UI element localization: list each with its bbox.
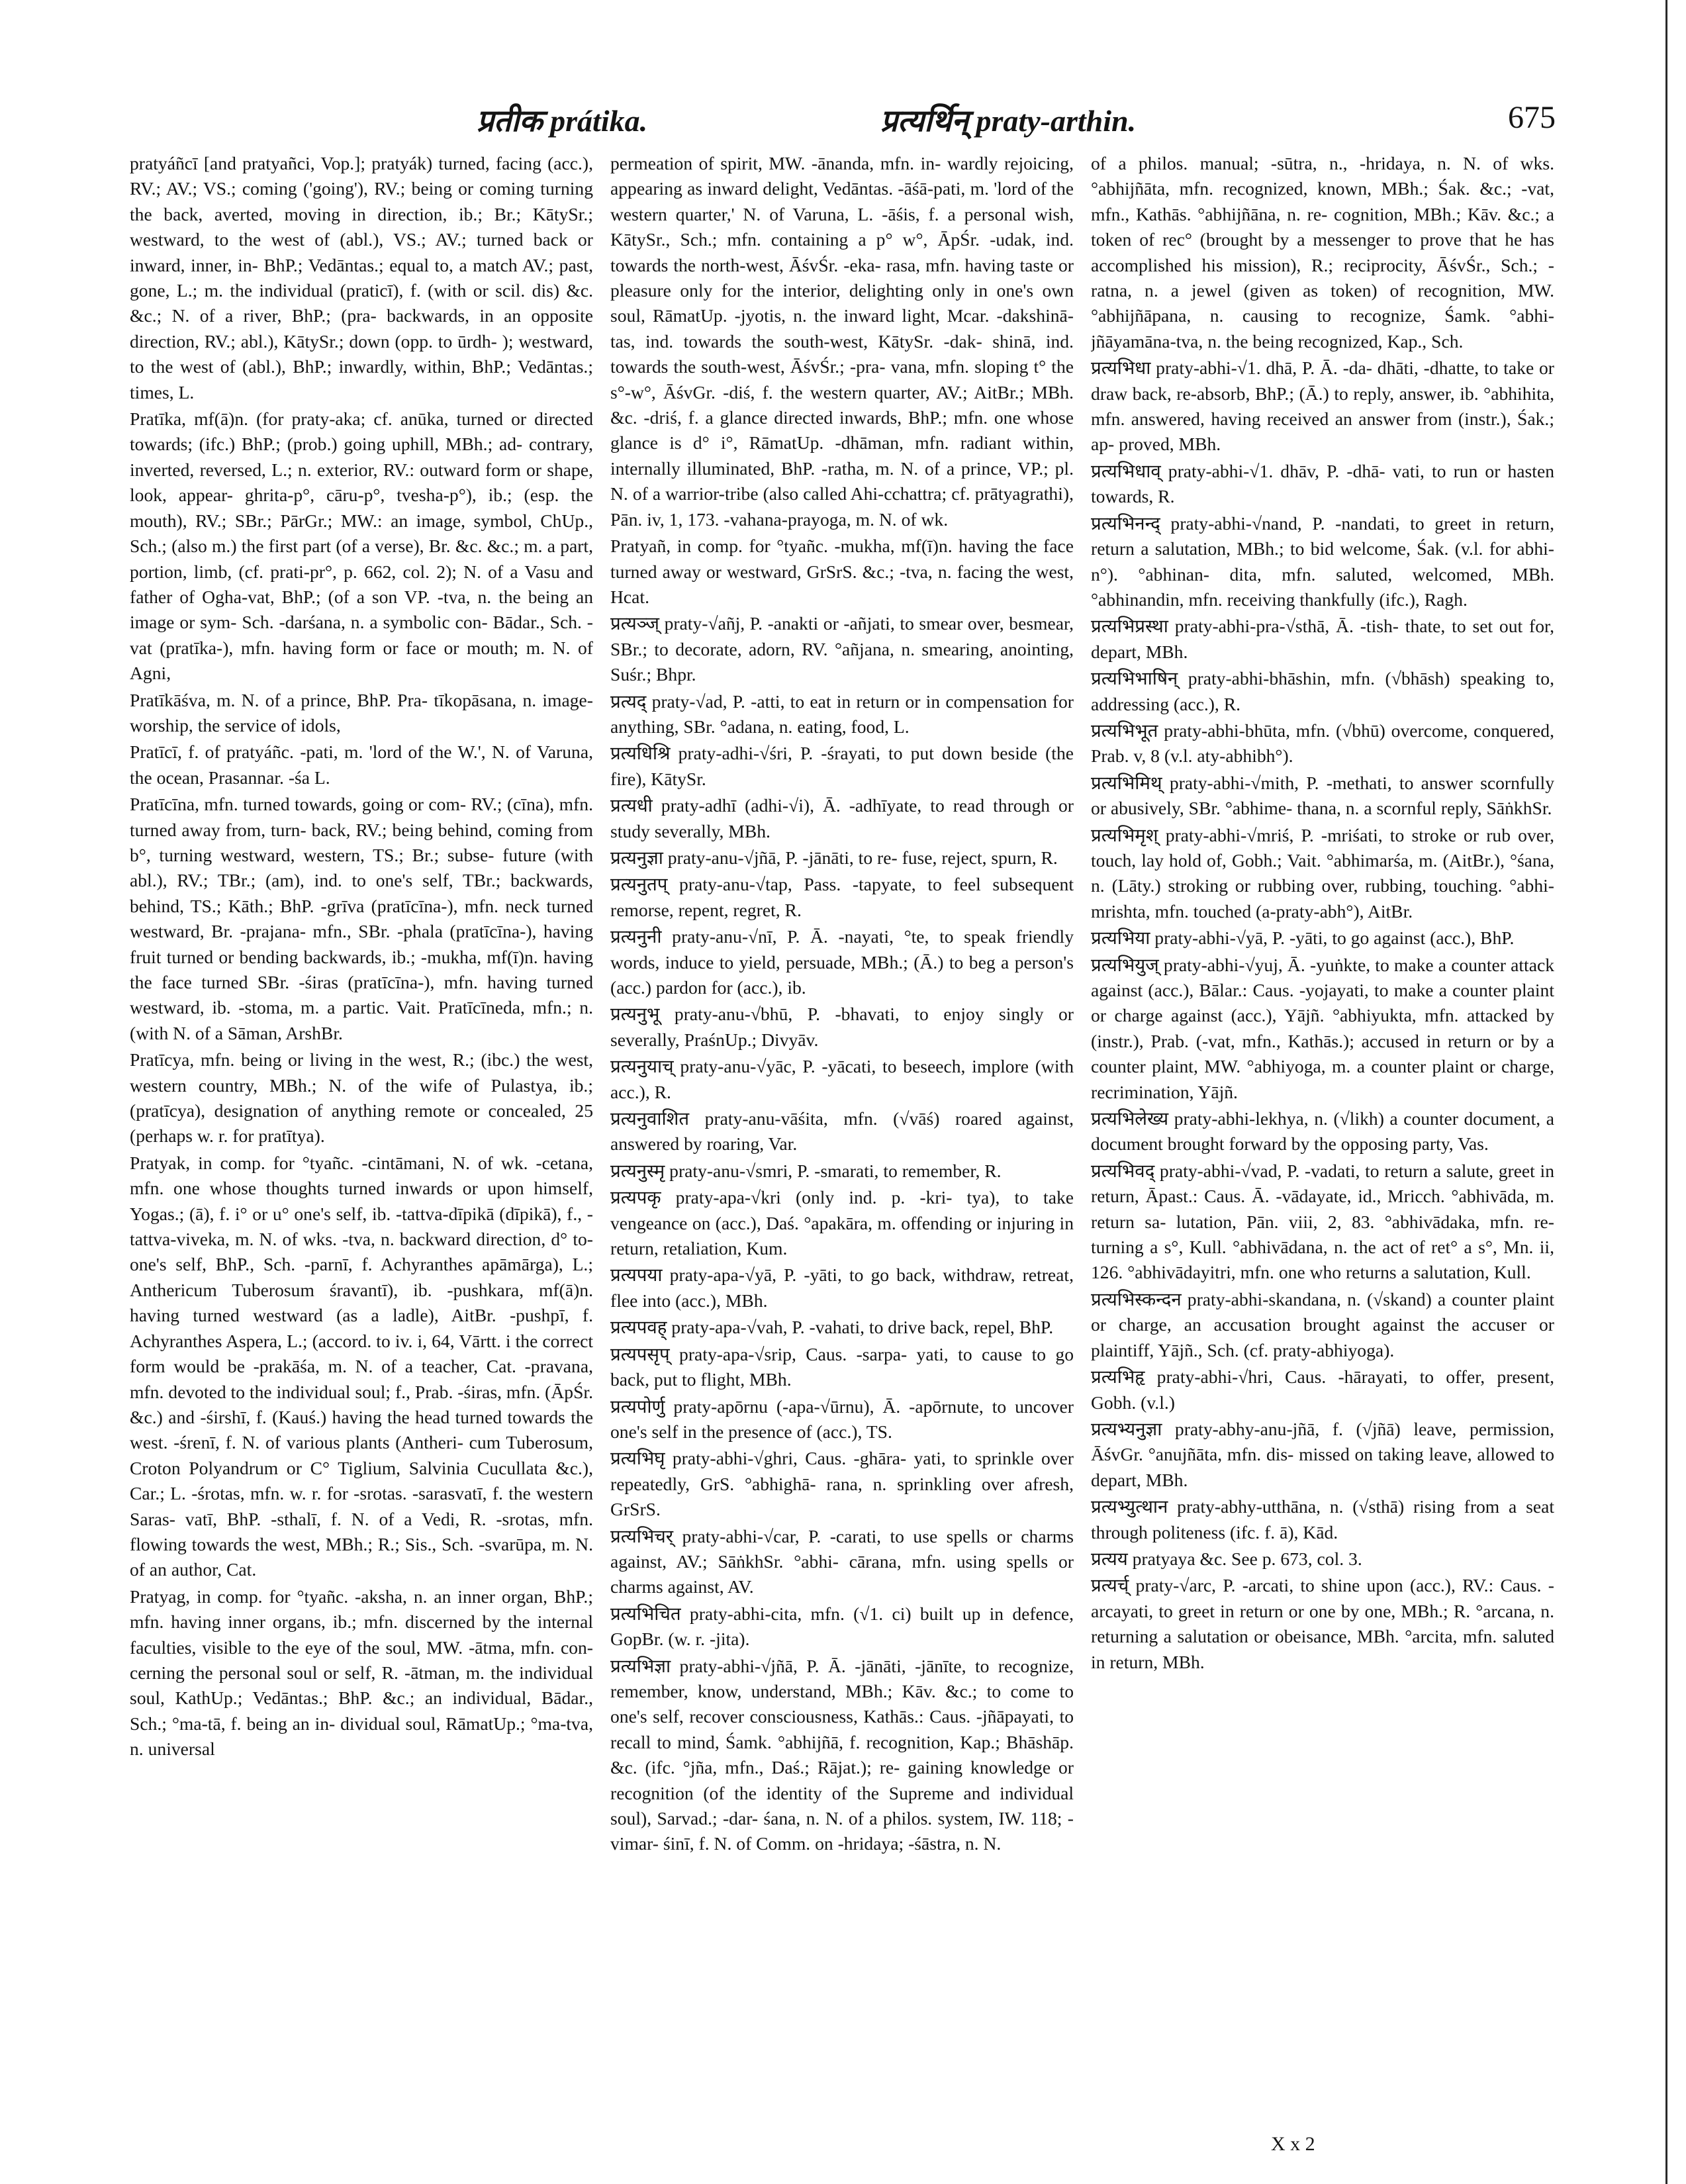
dictionary-entry: प्रत्यभिघृ praty-abhi-√ghri, Caus. -ghāra- yati, to sprinkle over repeatedly, GrS. °abhighā- rana, n. sprinkling over afresh, GrSrS. <box>610 1448 1074 1520</box>
dictionary-entry: प्रत्यपकृ praty-apa-√kri (only ind. p. -kri- tya), to take vengeance on (acc.), Daś. °apakāra, m. offending or injuring in return, retaliation, Kum. <box>610 1187 1074 1259</box>
dictionary-entry: प्रत्यभिमिथ् praty-abhi-√mith, P. -methati, to answer scornfully or abusively, SBr. °abhime- thana, n. a scornful reply, SāṅkhSr. <box>1091 772 1554 819</box>
dictionary-entry: प्रत्यनुस्मृ praty-anu-√smri, P. -smarati, to remember, R. <box>610 1160 1002 1181</box>
dictionary-columns <box>130 151 1566 2130</box>
column-2 <box>610 151 1074 2130</box>
dictionary-entry: Pratīcī, f. of pratyáñc. -pati, m. 'lord of the W.', N. of Varuna, the ocean, Prasannar. -śa L. <box>130 741 593 788</box>
page-header <box>132 99 1556 146</box>
dictionary-entry: Pratyañ, in comp. for °tyañc. -mukha, mf(ī)n. having the face turned away or westward, GrSrS. &c.; -tva, n. facing the west, Hcat. <box>610 536 1074 607</box>
dictionary-entry: प्रत्यनुवाशित praty-anu-vāśita, mfn. (√vāś) roared against, answered by roaring, Var. <box>610 1108 1074 1155</box>
dictionary-entry: प्रत्यभिधाव् praty-abhi-√1. dhāv, P. -dhā- vati, to run or hasten towards, R. <box>1091 460 1554 507</box>
dictionary-entry: प्रत्यभिवद् praty-abhi-√vad, P. -vadati, to return a salute, greet in return, Āpast.: Caus. Ā. -vādayate, id., Mricch. °abhivāda, m. return sa- lutation, Pān. viii, 2, 83. °abhivādaka, mfn. re- turning a s°, Kull. °abhivādana, n. the act of ret° a s°, Mn. ii, 126. °abhivādayitri, mfn. one who returns a salutation, Kull. <box>1091 1160 1554 1283</box>
dictionary-entry: प्रत्यधी praty-adhī (adhi-√i), Ā. -adhīyate, to read through or study severally, MBh. <box>610 795 1074 841</box>
dictionary-entry: Pratyag, in comp. for °tyañc. -aksha, n. an inner organ, BhP.; mfn. having inner organs, ib.; mfn. discerned by the internal faculties, visible to the eye of the soul, MW. -ātma, mfn. con- cerning the personal soul or self, R. -ātman, m. the individual soul, KathUp.; Vedāntas.; BhP. &c.; an individual, Bādar., Sch.; °ma-tā, f. being an in- dividual soul, RāmatUp.; °ma-tva, n. universal <box>130 1586 593 1760</box>
dictionary-entry: प्रत्यपवह् praty-apa-√vah, P. -vahati, to drive back, repel, BhP. <box>610 1317 1054 1338</box>
dictionary-entry: प्रत्यद् praty-√ad, P. -atti, to eat in return or in compensation for anything, SBr. °adana, n. eating, food, L. <box>610 690 1074 737</box>
dictionary-entry: प्रत्यभिभूत praty-abhi-bhūta, mfn. (√bhū) overcome, conquered, Prab. v, 8 (v.l. aty-abhibh°). <box>1091 720 1554 767</box>
signature-mark: X x 2 <box>1271 2133 1315 2155</box>
page-number: 675 <box>1508 100 1556 135</box>
dictionary-entry: प्रत्यनुयाच् praty-anu-√yāc, P. -yācati, to beseech, implore (with acc.), R. <box>610 1056 1074 1102</box>
dictionary-entry: प्रत्यनुनी praty-anu-√nī, P. Ā. -nayati, °te, to speak friendly words, induce to yield, persuade, MBh.; (Ā.) to beg a person's (acc.) pardon for (acc.), ib. <box>610 926 1074 998</box>
page-edge-rule <box>1665 0 1667 2184</box>
dictionary-entry: प्रत्यपया praty-apa-√yā, P. -yāti, to go back, withdraw, retreat, flee into (acc.), MBh. <box>610 1264 1074 1311</box>
dictionary-entry: Pratīcya, mfn. being or living in the west, R.; (ibc.) the west, western country, MBh.; N. of the wife of Pulastya, ib.; (pratīcya), designation of anything remote or concealed, 25 (perhaps w. r. for pratītya). <box>130 1049 593 1147</box>
dictionary-entry: प्रत्यभ्यनुज्ञा praty-abhy-anu-jñā, f. (√jñā) leave, permission, ĀśvGr. °anujñāta, mfn. dis- missed on taking leave, allowed to depart, MBh. <box>1091 1418 1554 1490</box>
column-1 <box>130 151 593 2130</box>
dictionary-entry: प्रत्यभिचर् praty-abhi-√car, P. -carati, to use spells or charms against, AV.; SāṅkhSr. °abhi- cārana, mfn. using spells or charms against, AV. <box>610 1525 1074 1597</box>
dictionary-entry: प्रत्यभिलेख्य praty-abhi-lekhya, n. (√likh) a counter document, a document brought forward by the opposing party, Vas. <box>1091 1108 1554 1155</box>
dictionary-entry: Pratīkāśva, m. N. of a prince, BhP. Pra- tīkopāsana, n. image-worship, the service of idols, <box>130 689 593 736</box>
header-right-catchword: प्रत्यर्थिन् praty-arthin. <box>880 104 1137 138</box>
dictionary-entry: प्रत्यभिचित praty-abhi-cita, mfn. (√1. ci) built up in defence, GopBr. (w. r. -jita). <box>610 1603 1074 1650</box>
dictionary-entry: प्रत्यपसृप् praty-apa-√srip, Caus. -sarpa- yati, to cause to go back, put to flight, MBh. <box>610 1343 1074 1390</box>
dictionary-entry: प्रत्यभिमृश् praty-abhi-√mriś, P. -mriśati, to stroke or rub over, touch, lay hold of, Gobh.; Vait. °abhimarśa, m. (AitBr.), °śana, n. (Lāty.) stroking or rubbing over, rubbing, touching. °abhi- mrishta, mfn. touched (a-praty-abh°), AitBr. <box>1091 824 1554 922</box>
dictionary-entry: Pratyak, in comp. for °tyañc. -cintāmani, N. of wk. -cetana, mfn. one whose thoughts turned inwards or upon himself, Yogas.; (ā), f. i° or u° one's self, ib. -tattva-dīpikā (dīpikā), f., -tattva-viveka, m. N. of wks. -tva, n. backward direction, d° to- one's self, BhP., Sch. -parnī, f. Achyranthes apāmārga), L.; Anthericum Tuberosum śravantī), ib. -pushkara, mf(ā)n. having turned westward (as a ladle), AitBr. -pushpī, f. Achyranthes Aspera, L.; (accord. to iv. i, 64, Vārtt. i the correct form would be -prakāśa, m. N. of a teacher, Cat. -pravana, mfn. devoted to the individual soul; f., Prab. -śiras, mfn. (ĀpŚr. &c.) and -śirshī, f. (Kauś.) having the head turned towards the west. -śrenī, f. N. of various plants (Antheri- cum Tuberosum, Croton Polyandrum or C° Tiglium, Salvinia Cucullata &c.), Car.; L. -śrotas, mfn. w. r. for -srotas. -sarasvatī, f. the western Saras- vatī, BhP. -sthalī, f. N. of a Vedi, R. -srotas, mfn. flowing towards the west, MBh.; R.; Sis., Sch. -svarūpa, m. N. of an author, Cat. <box>130 1152 593 1580</box>
dictionary-entry: प्रत्यभियुज् praty-abhi-√yuj, Ā. -yuṅkte, to make a counter attack against (acc.), Bālar.: Caus. -yojayati, to make a counter plaint or charge against (acc.), Yājñ. °abhiyukta, mfn. attacked by (instr.), Prab. (-vat, mfn., Kathās.); accused in return or by a counter plaint, MW. °abhiyoga, m. a counter plaint or charge, recrimination, Yājñ. <box>1091 954 1554 1102</box>
dictionary-entry: प्रत्यनुतप् praty-anu-√tap, Pass. -tapyate, to feel subsequent remorse, repent, regret, R. <box>610 874 1074 920</box>
dictionary-entry: प्रत्यभिज्ञा praty-abhi-√jñā, P. Ā. -jānāti, -jānīte, to recognize, remember, know, understand, MBh.; Kāv. &c.; to come to one's self, recover consciousness, Kathās.: Caus. -jñāpayati, to recall to mind, Śamk. °abhijñā, f. recognition, Kap.; Bhāshāp. &c. (ifc. °jña, mfn., Daś.; Rājat.); re- gaining knowledge or recognition (of the identity of the Supreme and individual soul), Sarvad.; -dar- śana, n. N. of a philos. system, IW. 118; -vimar- śinī, f. N. of Comm. on -hridaya; -śāstra, n. N. <box>610 1655 1074 1854</box>
dictionary-entry: प्रत्यभिप्रस्था praty-abhi-pra-√sthā, Ā. -tish- thate, to set out for, depart, MBh. <box>1091 616 1554 662</box>
dictionary-entry: Pratīka, mf(ā)n. (for praty-aka; cf. anūka, turned or directed towards; (ifc.) BhP.; (prob.) going uphill, MBh.; ad- contrary, inverted, reversed, L.; n. exterior, RV.: outward form or shape, look, appear- ghrita-p°, cāru-p°, tvesha-p°), ib.; (esp. the mouth), RV.; SBr.; PārGr.; MW.: an image, symbol, ChUp., Sch.; (also m.) the first part (of a verse), Br. &c. &c.; m. a part, portion, limb, (cf. prati-pr°, p. 662, col. 2); N. of a Vasu and father of Ogha-vat, BhP.; (of a son VP. -tva, n. the being an image or sym- Sch. -darśana, n. a symbolic con- Bādar., Sch. -vat (pratīka-), mfn. having form or face or mouth; m. N. of Agni, <box>130 408 593 684</box>
column-3 <box>1091 151 1554 2130</box>
header-left-catchword: प्रतीक prátika. <box>477 104 648 138</box>
dictionary-entry: प्रत्यर्च् praty-√arc, P. -arcati, to shine upon (acc.), RV.: Caus. -arcayati, to greet in return or one by one, MBh.; R. °arcana, n. returning a salutation or obeisance, MBh. °arcita, mfn. saluted in return, MBh. <box>1091 1575 1554 1672</box>
dictionary-entry: pratyáñcī [and pratyañci, Vop.]; pratyák) turned, facing (acc.), RV.; AV.; VS.; coming ('going'), RV.; being or coming turning the back, averted, moving in direction, ib.; Br.; KātySr.; westward, to the west of (abl.), VS.; AV.; turned back or inward, inner, in- BhP.; Vedāntas.; equal to, a match AV.; past, gone, L.; m. the individual (praticī), f. (with or scil. dis) &c. &c.; N. of a river, BhP.; (pra- backwards, in an opposite direction, RV.; abl.), KātySr.; down (opp. to ūrdh- ); westward, to the west of (abl.), BhP.; inwardly, within, BhP.; Vedāntas.; times, L. <box>130 153 593 403</box>
dictionary-entry: Pratīcīna, mfn. turned towards, going or com- RV.; (cīna), mfn. turned away from, turn- back, RV.; being behind, coming from b°, turning westward, western, TS.; Br.; subse- future (with abl.), RV.; TBr.; (am), ind. to one's self, TBr.; backwards, behind, TS.; Kāth.; BhP. -grīva (pratīcīna-), mfn. neck turned westward, Br. -prajana- mfn., SBr. -phala (pratīcīna-), having fruit turned or bending backwards, ib.; -mukha, mf(ī)n. having the face turned SBr. -śiras (pratīcīna-), mfn. having turned westward, ib. -stoma, m. a partic. Vait. Pratīcīneda, mfn.; n. (with N. of a Sāman, ArshBr. <box>130 794 593 1043</box>
dictionary-entry: of a philos. manual; -sūtra, n., -hridaya, n. N. of wks. °abhijñāta, mfn. recognized, known, MBh.; Śak. &c.; -vat, mfn., Kathās. °abhijñāna, n. re- cognition, MBh.; Kāv. &c.; a token of rec° (brought by a messenger to prove that he has accomplished his mission), R.; reciprocity, ĀśvŚr., Sch.; -ratna, n. a jewel (given as token) of recognition, MW. °abhijñāpana, n. causing to recognize, Śamk. °abhi- jñāyamāna-tva, n. the being recognized, Kap., Sch. <box>1091 153 1554 352</box>
dictionary-entry: प्रत्यभिनन्द् praty-abhi-√nand, P. -nandati, to greet in return, return a salutation, MBh.; to bid welcome, Śak. (v.l. for abhi-n°). °abhinan- dita, mfn. saluted, welcomed, MBh. °abhinandin, mfn. receiving thankfully (ifc.), Ragh. <box>1091 512 1554 610</box>
dictionary-entry: प्रत्यभिया praty-abhi-√yā, P. -yāti, to go against (acc.), BhP. <box>1091 927 1515 949</box>
dictionary-entry: प्रत्यभिधा praty-abhi-√1. dhā, P. Ā. -da- dhāti, -dhatte, to take or draw back, re-absorb, BhP.; (Ā.) to reply, answer, ib. °abhihita, mfn. answered, having received an answer from (instr.), Śak.; ap- proved, MBh. <box>1091 357 1554 455</box>
dictionary-entry: प्रत्यय pratyaya &c. See p. 673, col. 3. <box>1091 1548 1362 1569</box>
dictionary-entry: प्रत्यभिस्कन्दन praty-abhi-skandana, n. (√skand) a counter plaint or charge, an accusation brought against the accuser or plaintiff, Yājñ., Sch. (cf. praty-abhiyoga). <box>1091 1288 1554 1360</box>
dictionary-entry: प्रत्यञ्ज् praty-√añj, P. -anakti or -añjati, to smear over, besmear, SBr.; to decorate, adorn, RV. °añjana, n. smearing, anointing, Suśr.; Bhpr. <box>610 613 1074 685</box>
dictionary-entry: प्रत्यपोर्णु praty-apōrnu (-apa-√ūrnu), Ā. -apōrnute, to uncover one's self in the presence of (acc.), TS. <box>610 1396 1074 1442</box>
dictionary-entry: प्रत्यभिहृ praty-abhi-√hri, Caus. -hārayati, to offer, present, Gobh. (v.l.) <box>1091 1366 1554 1413</box>
dictionary-entry: प्रत्यधिश्रि praty-adhi-√śri, P. -śrayati, to put down beside (the fire), KātySr. <box>610 743 1074 789</box>
dictionary-entry: permeation of spirit, MW. -ānanda, mfn. in- wardly rejoicing, appearing as inward delight, Vedāntas. -āśā-pati, m. 'lord of the western quarter,' N. of Varuna, L. -āśis, f. a personal wish, KātySr., Sch.; mfn. containing a p° w°, ĀpŚr. -udak, ind. towards the north-west, ĀśvŚr. -eka- rasa, mfn. having taste or pleasure only for the interior, delighting only in one's own soul, RāmatUp. -jyotis, n. the inward light, Mcar. -dakshinā- tas, ind. towards the south-west, KātySr. -dak- shinā, ind. towards the south-west, ĀśvŚr.; -pra- vana, mfn. sloping t° the s°-w°, ĀśvGr. -diś, f. the western quarter, AV.; AitBr.; MBh. &c. -driś, f. a glance directed inwards, BhP.; mfn. one whose glance is d° i°, RāmatUp. -dhāman, mfn. radiant within, internally illuminated, BhP. -ratha, m. N. of a prince, VP.; pl. N. of a warrior-tribe (also called Ahi-cchattra; cf. prātyagrathi), Pān. iv, 1, 173. -vahana-prayoga, m. N. of wk. <box>610 153 1074 530</box>
dictionary-entry: प्रत्यभ्युत्थान praty-abhy-utthāna, n. (√sthā) rising from a seat through politeness (ifc. f. ā), Kād. <box>1091 1496 1554 1543</box>
dictionary-entry: प्रत्यभिभाषिन् praty-abhi-bhāshin, mfn. (√bhāsh) speaking to, addressing (acc.), R. <box>1091 668 1554 714</box>
dictionary-entry: प्रत्यनुज्ञा praty-anu-√jñā, P. -jānāti, to re- fuse, reject, spurn, R. <box>610 847 1058 868</box>
dictionary-entry: प्रत्यनुभू praty-anu-√bhū, P. -bhavati, to enjoy singly or severally, PraśnUp.; Divyāv. <box>610 1004 1074 1050</box>
